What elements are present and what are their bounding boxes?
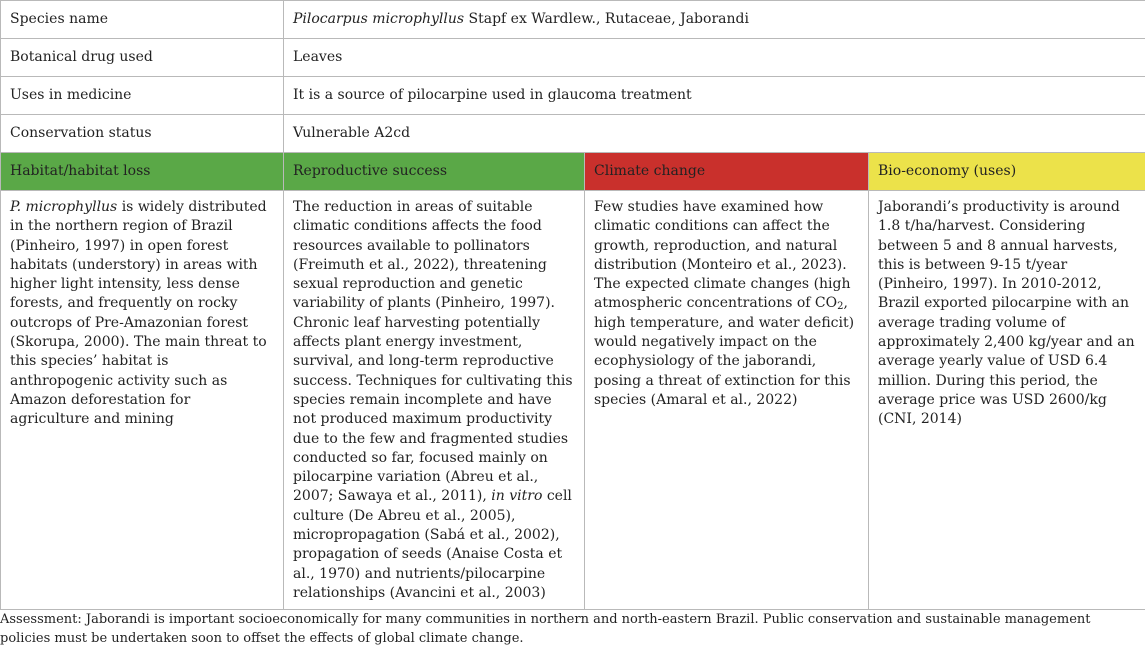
- habitat-species: P. microphyllus: [10, 199, 118, 215]
- column-header-row: [1, 153, 1145, 191]
- habitat-cell: [1, 191, 284, 610]
- habitat-text: is widely distributed in the northern region of Brazil (Pinheiro, 1997) in open forest habitats (understory) in areas with higher light intensity, less dense forests, and frequently on rocky outcrops of Pre-Amazonian forest (Skorupa, 2000). The main threat to this species’ habitat is anthropogenic activity such as Amazon deforestation for agriculture and mining: [10, 199, 267, 428]
- row-label: Botanical drug used: [1, 39, 284, 77]
- row-label: Conservation status: [1, 115, 284, 153]
- header-habitat: Habitat/habitat loss: [1, 153, 284, 191]
- assessment-note: Assessment: Jaborandi is important socioeconomically for many communities in northern and north-eastern Brazil. Public conservation and sustainable management policies must be undertaken soon to offset the effects of global climate change.: [0, 612, 1091, 646]
- reproductive-text-a: The reduction in areas of suitable climatic conditions affects the food resources available to pollinators (Freimuth et al., 2022), threatening sexual reproduction and genetic variability of plants (Pinheiro, 1997). Chronic leaf harvesting potentially affects plant energy investment, survival, and long-term reproductive success. Techniques for cultivating this species remain incomplete and have not produced maximum productivity due to the few and fragmented studies conducted so far, focused mainly on pilocarpine variation (Abreu et al., 2007; Sawaya et al., 2011),: [293, 199, 573, 505]
- row-label: Uses in medicine: [1, 77, 284, 115]
- table-row: [1, 115, 1145, 153]
- row-value: Leaves: [284, 39, 1145, 77]
- climate-cell: [585, 191, 869, 610]
- species-italic: Pilocarpus microphyllus: [293, 10, 465, 27]
- species-name-value: [284, 1, 1145, 39]
- reproductive-text-b: cell culture (De Abreu et al., 2005), micropropagation (Sabá et al., 2002), propagation of seeds (Anaise Costa et al., 1970) and nutrients/pilocarpine relationships (Avancini et al., 2003): [293, 488, 572, 601]
- header-climate: Climate change: [585, 153, 869, 191]
- table-row: [1, 39, 1145, 77]
- content-row: [1, 191, 1145, 610]
- climate-subscript: 2: [837, 301, 844, 313]
- row-value: It is a source of pilocarpine used in glaucoma treatment: [284, 77, 1145, 115]
- reproductive-cell: [284, 191, 585, 610]
- row-value: Vulnerable A2cd: [284, 115, 1145, 153]
- climate-text-b: , high temperature, and water deficit) would negatively impact on the ecophysiology of the jaborandi, posing a threat of extinction for this species (Amaral et al., 2022): [594, 295, 855, 408]
- table-row: [1, 1, 1145, 39]
- bioeconomy-cell: Jaborandi’s productivity is around 1.8 t/ha/harvest. Considering between 5 and 8 annual harvests, this is between 9-15 t/year (Pinheiro, 1997). In 2010-2012, Brazil exported pilocarpine with an average trading volume of approximately 2,400 kg/year and an average yearly value of USD 6.4 million. During this period, the average price was USD 2600/kg (CNI, 2014): [869, 191, 1145, 610]
- reproductive-italic: in vitro: [491, 488, 543, 505]
- header-bioeconomy: Bio-economy (uses): [869, 153, 1145, 191]
- table-row: [1, 77, 1145, 115]
- species-rest: Stapf ex Wardlew., Rutaceae, Jaborandi: [464, 10, 749, 27]
- row-label: Species name: [1, 1, 284, 39]
- header-reproductive: Reproductive success: [284, 153, 585, 191]
- climate-text-a: Few studies have examined how climatic conditions can affect the growth, reproduction, and natural distribution (Monteiro et al., 2023). The expected climate changes (high atmospheric concentrations of CO: [594, 199, 851, 312]
